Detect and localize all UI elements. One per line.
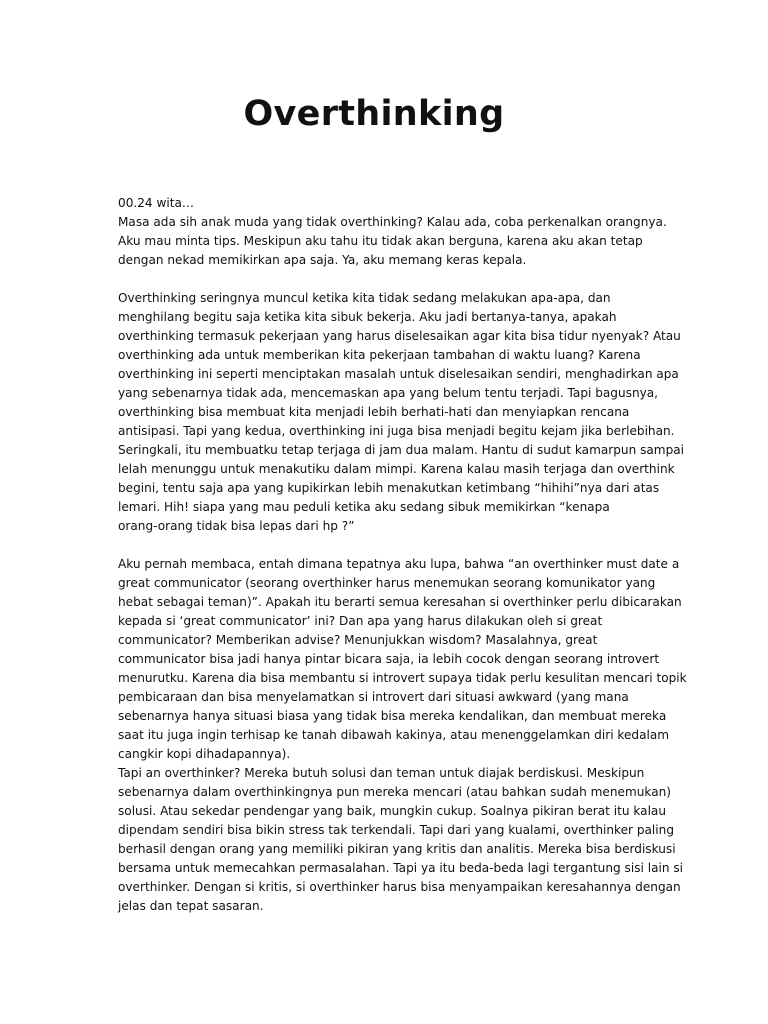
text-line: overthinking ini seperti menciptakan masalah untuk diselesaikan sendiri, menghadirkan apa [118,367,679,381]
text-line: saat itu juga ingin terhisap ke tanah dibawah kakinya, atau menenggelamkan diri kedalam [118,728,670,742]
text-line: dipendam sendiri bisa bikin stress tak terkendali. Tapi dari yang kualami, overthinker paling [118,823,674,837]
text-line: yang sebenarnya tidak ada, mencemaskan apa yang belum tentu terjadi. Tapi bagusnya, [118,386,659,400]
text-line: jelas dan tepat sasaran. [118,899,264,913]
text-line: menghilang begitu saja ketika kita sibuk bekerja. Aku jadi bertanya-tanya, apakah [118,310,617,324]
text-line: Overthinking seringnya muncul ketika kita tidak sedang melakukan apa-apa, dan [118,291,611,305]
document-body [118,194,758,916]
text-line: Masa ada sih anak muda yang tidak overthinking? Kalau ada, coba perkenalkan orangnya. [118,215,667,229]
text-line: antisipasi. Tapi yang kedua, overthinking ini juga bisa menjadi begitu kejam jika berlebihan. [118,424,675,438]
text-line: hebat sebagai teman)”. Apakah itu berarti semua keresahan si overthinker perlu dibicarakan [118,595,682,609]
text-line: overthinking termasuk pekerjaan yang harus diselesaikan agar kita bisa tidur nyenyak? Atau [118,329,681,343]
text-line: solusi. Atau sekedar pendengar yang baik, mungkin cukup. Soalnya pikiran berat itu kalau [118,804,667,818]
document-title: Overthinking [243,94,505,134]
paragraph-gap [118,536,758,555]
paragraph-2 [118,289,758,536]
text-line: begini, tentu saja apa yang kupikirkan lebih menakutkan ketimbang “hihihi”nya dari atas [118,481,660,495]
text-line: 00.24 wita… [118,196,194,210]
paragraph-3 [118,555,758,916]
text-line: lelah menunggu untuk menakutiku dalam mimpi. Karena kalau masih terjaga dan overthink [118,462,675,476]
text-line: Aku pernah membaca, entah dimana tepatnya aku lupa, bahwa “an overthinker must date a [118,557,680,571]
paragraph-1 [118,194,758,270]
text-line: communicator? Memberikan advise? Menunjukkan wisdom? Masalahnya, great [118,633,598,647]
text-line: overthinker. Dengan si kritis, si overthinker harus bisa menyampaikan keresahannya dengan [118,880,681,894]
text-line: overthinking bisa membuat kita menjadi lebih berhati-hati dan menyiapkan rencana [118,405,630,419]
text-line: overthinking ada untuk memberikan kita pekerjaan tambahan di waktu luang? Karena [118,348,641,362]
text-line: dengan nekad memikirkan apa saja. Ya, aku memang keras kepala. [118,253,527,267]
paragraph-gap [118,270,758,289]
text-line: menurutku. Karena dia bisa membantu si introvert supaya tidak perlu kesulitan mencari topik [118,671,687,685]
text-line: communicator bisa jadi hanya pintar bicara saja, ia lebih cocok dengan seorang introvert [118,652,660,666]
text-line: Aku mau minta tips. Meskipun aku tahu itu tidak akan berguna, karena aku akan tetap [118,234,643,248]
text-line: pembicaraan dan bisa menyelamatkan si introvert dari situasi awkward (yang mana [118,690,629,704]
text-line: berhasil dengan orang yang memiliki pikiran yang kritis dan analitis. Mereka bisa berdiskusi [118,842,676,856]
text-line: sebenarnya dalam overthinkingnya pun mereka mencari (atau bahkan sudah menemukan) [118,785,671,799]
text-line: kepada si ‘great communicator’ ini? Dan apa yang harus dilakukan oleh si great [118,614,603,628]
text-line: cangkir kopi dihadapannya). [118,747,291,761]
text-line: Seringkali, itu membuatku tetap terjaga di jam dua malam. Hantu di sudut kamarpun sampai [118,443,685,457]
text-line: orang-orang tidak bisa lepas dari hp ?” [118,519,355,533]
text-line: sebenarnya hanya situasi biasa yang tidak bisa mereka kendalikan, dan membuat mereka [118,709,667,723]
text-line: bersama untuk memecahkan permasalahan. Tapi ya itu beda-beda lagi tergantung sisi lain si [118,861,684,875]
text-line: lemari. Hih! siapa yang mau peduli ketika aku sedang sibuk memikirkan “kenapa [118,500,610,514]
text-line: Tapi an overthinker? Mereka butuh solusi dan teman untuk diajak berdiskusi. Meskipun [118,766,645,780]
text-line: great communicator (seorang overthinker harus menemukan seorang komunikator yang [118,576,656,590]
